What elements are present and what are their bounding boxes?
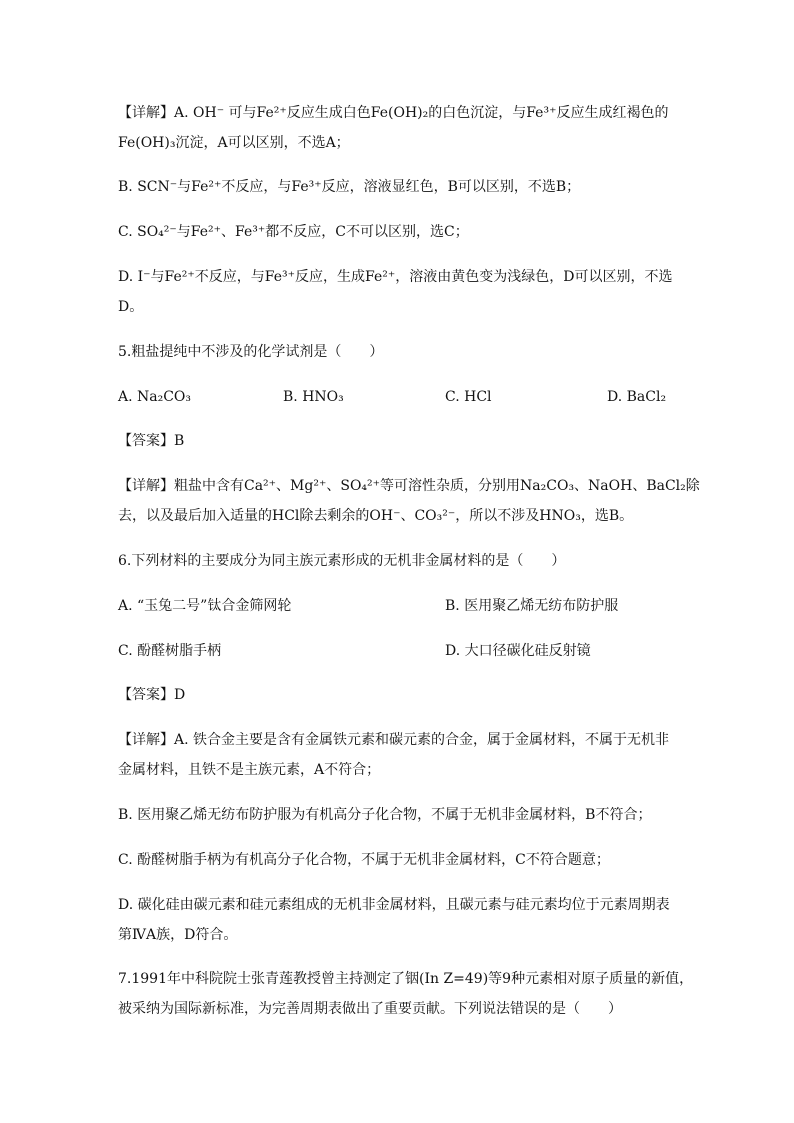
q4-explanation-c: C. SO₄²⁻与Fe²⁺、Fe³⁺都不反应，C不可以区别，选C； [118, 224, 469, 240]
q4-explanation-line-2: Fe(OH)₃沉淀，A可以区别，不选A； [118, 135, 350, 151]
q5-option-b: B. HNO₃ [283, 389, 344, 405]
q6-option-b: B. 医用聚乙烯无纺布防护服 [445, 598, 619, 614]
q5-option-c: C. HCl [445, 389, 492, 405]
q6-explanation-d-line-2: 第ⅣA族，D符合。 [118, 927, 238, 943]
q5-explanation-line-2: 去，以及最后加入适量的HCl除去剩余的OH⁻、CO₃²⁻，所以不涉及HNO₃，选B。 [118, 508, 634, 524]
q4-explanation-d-line-1: D. I⁻与Fe²⁺不反应，与Fe³⁺反应，生成Fe²⁺，溶液由黄色变为浅绿色，D可以区别，不选 [118, 269, 673, 285]
q6-explanation-b: B. 医用聚乙烯无纺布防护服为有机高分子化合物，不属于无机非金属材料，B不符合； [118, 807, 652, 823]
q5-option-a: A. Na₂CO₃ [118, 389, 192, 405]
q5-question: 5.粗盐提纯中不涉及的化学试剂是（ ） [118, 344, 384, 360]
q6-question: 6.下列材料的主要成分为同主族元素形成的无机非金属材料的是（ ） [118, 553, 566, 569]
q4-explanation-d-line-2: D。 [118, 299, 144, 315]
q6-answer: 【答案】D [118, 687, 186, 703]
q6-explanation-c: C. 酚醛树脂手柄为有机高分子化合物，不属于无机非金属材料，C不符合题意； [118, 852, 610, 868]
q6-option-c: C. 酚醛树脂手柄 [118, 643, 222, 659]
q6-explanation-a-line-1: 【详解】A. 铁合金主要是含有金属铁元素和碳元素的合金，属于金属材料，不属于无机非 [118, 732, 670, 748]
q7-question-line-1: 7.1991年中科院院士张青莲教授曾主持测定了铟(In Z=49)等9种元素相对原子质量的新值， [118, 971, 694, 987]
q5-option-d: D. BaCl₂ [607, 389, 667, 405]
q4-explanation-line-1: 【详解】A. OH⁻ 可与Fe²⁺反应生成白色Fe(OH)₂的白色沉淀，与Fe³⁺反应生成红褐色的 [118, 105, 669, 121]
q5-answer: 【答案】B [118, 433, 185, 449]
q6-option-a: A. “玉兔二号”钛合金筛网轮 [118, 598, 292, 614]
q4-explanation-b: B. SCN⁻与Fe²⁺不反应，与Fe³⁺反应，溶液显红色，B可以区别，不选B； [118, 179, 581, 195]
q6-explanation-d-line-1: D. 碳化硅由碳元素和硅元素组成的无机非金属材料，且碳元素与硅元素均位于元素周期表 [118, 897, 670, 913]
q7-question-line-2: 被采纳为国际新标准，为完善周期表做出了重要贡献。下列说法错误的是（ ） [118, 1001, 622, 1017]
q6-explanation-a-line-2: 金属材料，且铁不是主族元素，A不符合； [118, 762, 381, 778]
q6-option-d: D. 大口径碳化硅反射镜 [445, 643, 591, 659]
q5-explanation-line-1: 【详解】粗盐中含有Ca²⁺、Mg²⁺、SO₄²⁺等可溶性杂质，分别用Na₂CO₃、NaOH、BaCl₂除 [118, 478, 700, 494]
